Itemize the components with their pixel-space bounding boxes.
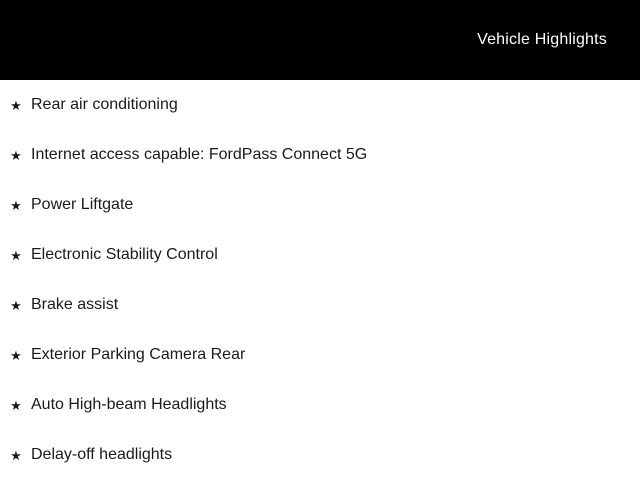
highlights-list: [0, 80, 640, 480]
star-icon: ★: [10, 197, 22, 213]
header-bar: [0, 0, 640, 80]
list-item: [0, 430, 640, 480]
list-item-label: Exterior Parking Camera Rear: [31, 346, 246, 363]
star-icon: ★: [10, 97, 22, 113]
star-icon: ★: [10, 347, 22, 363]
list-item-label: Internet access capable: FordPass Connect 5G: [31, 146, 368, 163]
list-item-label: Rear air conditioning: [31, 96, 178, 113]
star-icon: ★: [10, 247, 22, 263]
list-item-label: Electronic Stability Control: [31, 246, 218, 263]
star-icon: ★: [10, 147, 22, 163]
list-item: [0, 230, 640, 280]
list-item-label: Auto High-beam Headlights: [31, 396, 227, 413]
list-item: [0, 380, 640, 430]
list-item: [0, 80, 640, 130]
list-item-label: Delay-off headlights: [31, 446, 173, 463]
list-item-label: Brake assist: [31, 296, 119, 313]
list-item-label: Power Liftgate: [31, 196, 134, 213]
star-icon: ★: [10, 397, 22, 413]
list-item: [0, 330, 640, 380]
list-item: [0, 130, 640, 180]
star-icon: ★: [10, 297, 22, 313]
list-item: [0, 280, 640, 330]
list-item: [0, 180, 640, 230]
star-icon: ★: [10, 447, 22, 463]
page-title: Vehicle Highlights: [477, 31, 607, 48]
